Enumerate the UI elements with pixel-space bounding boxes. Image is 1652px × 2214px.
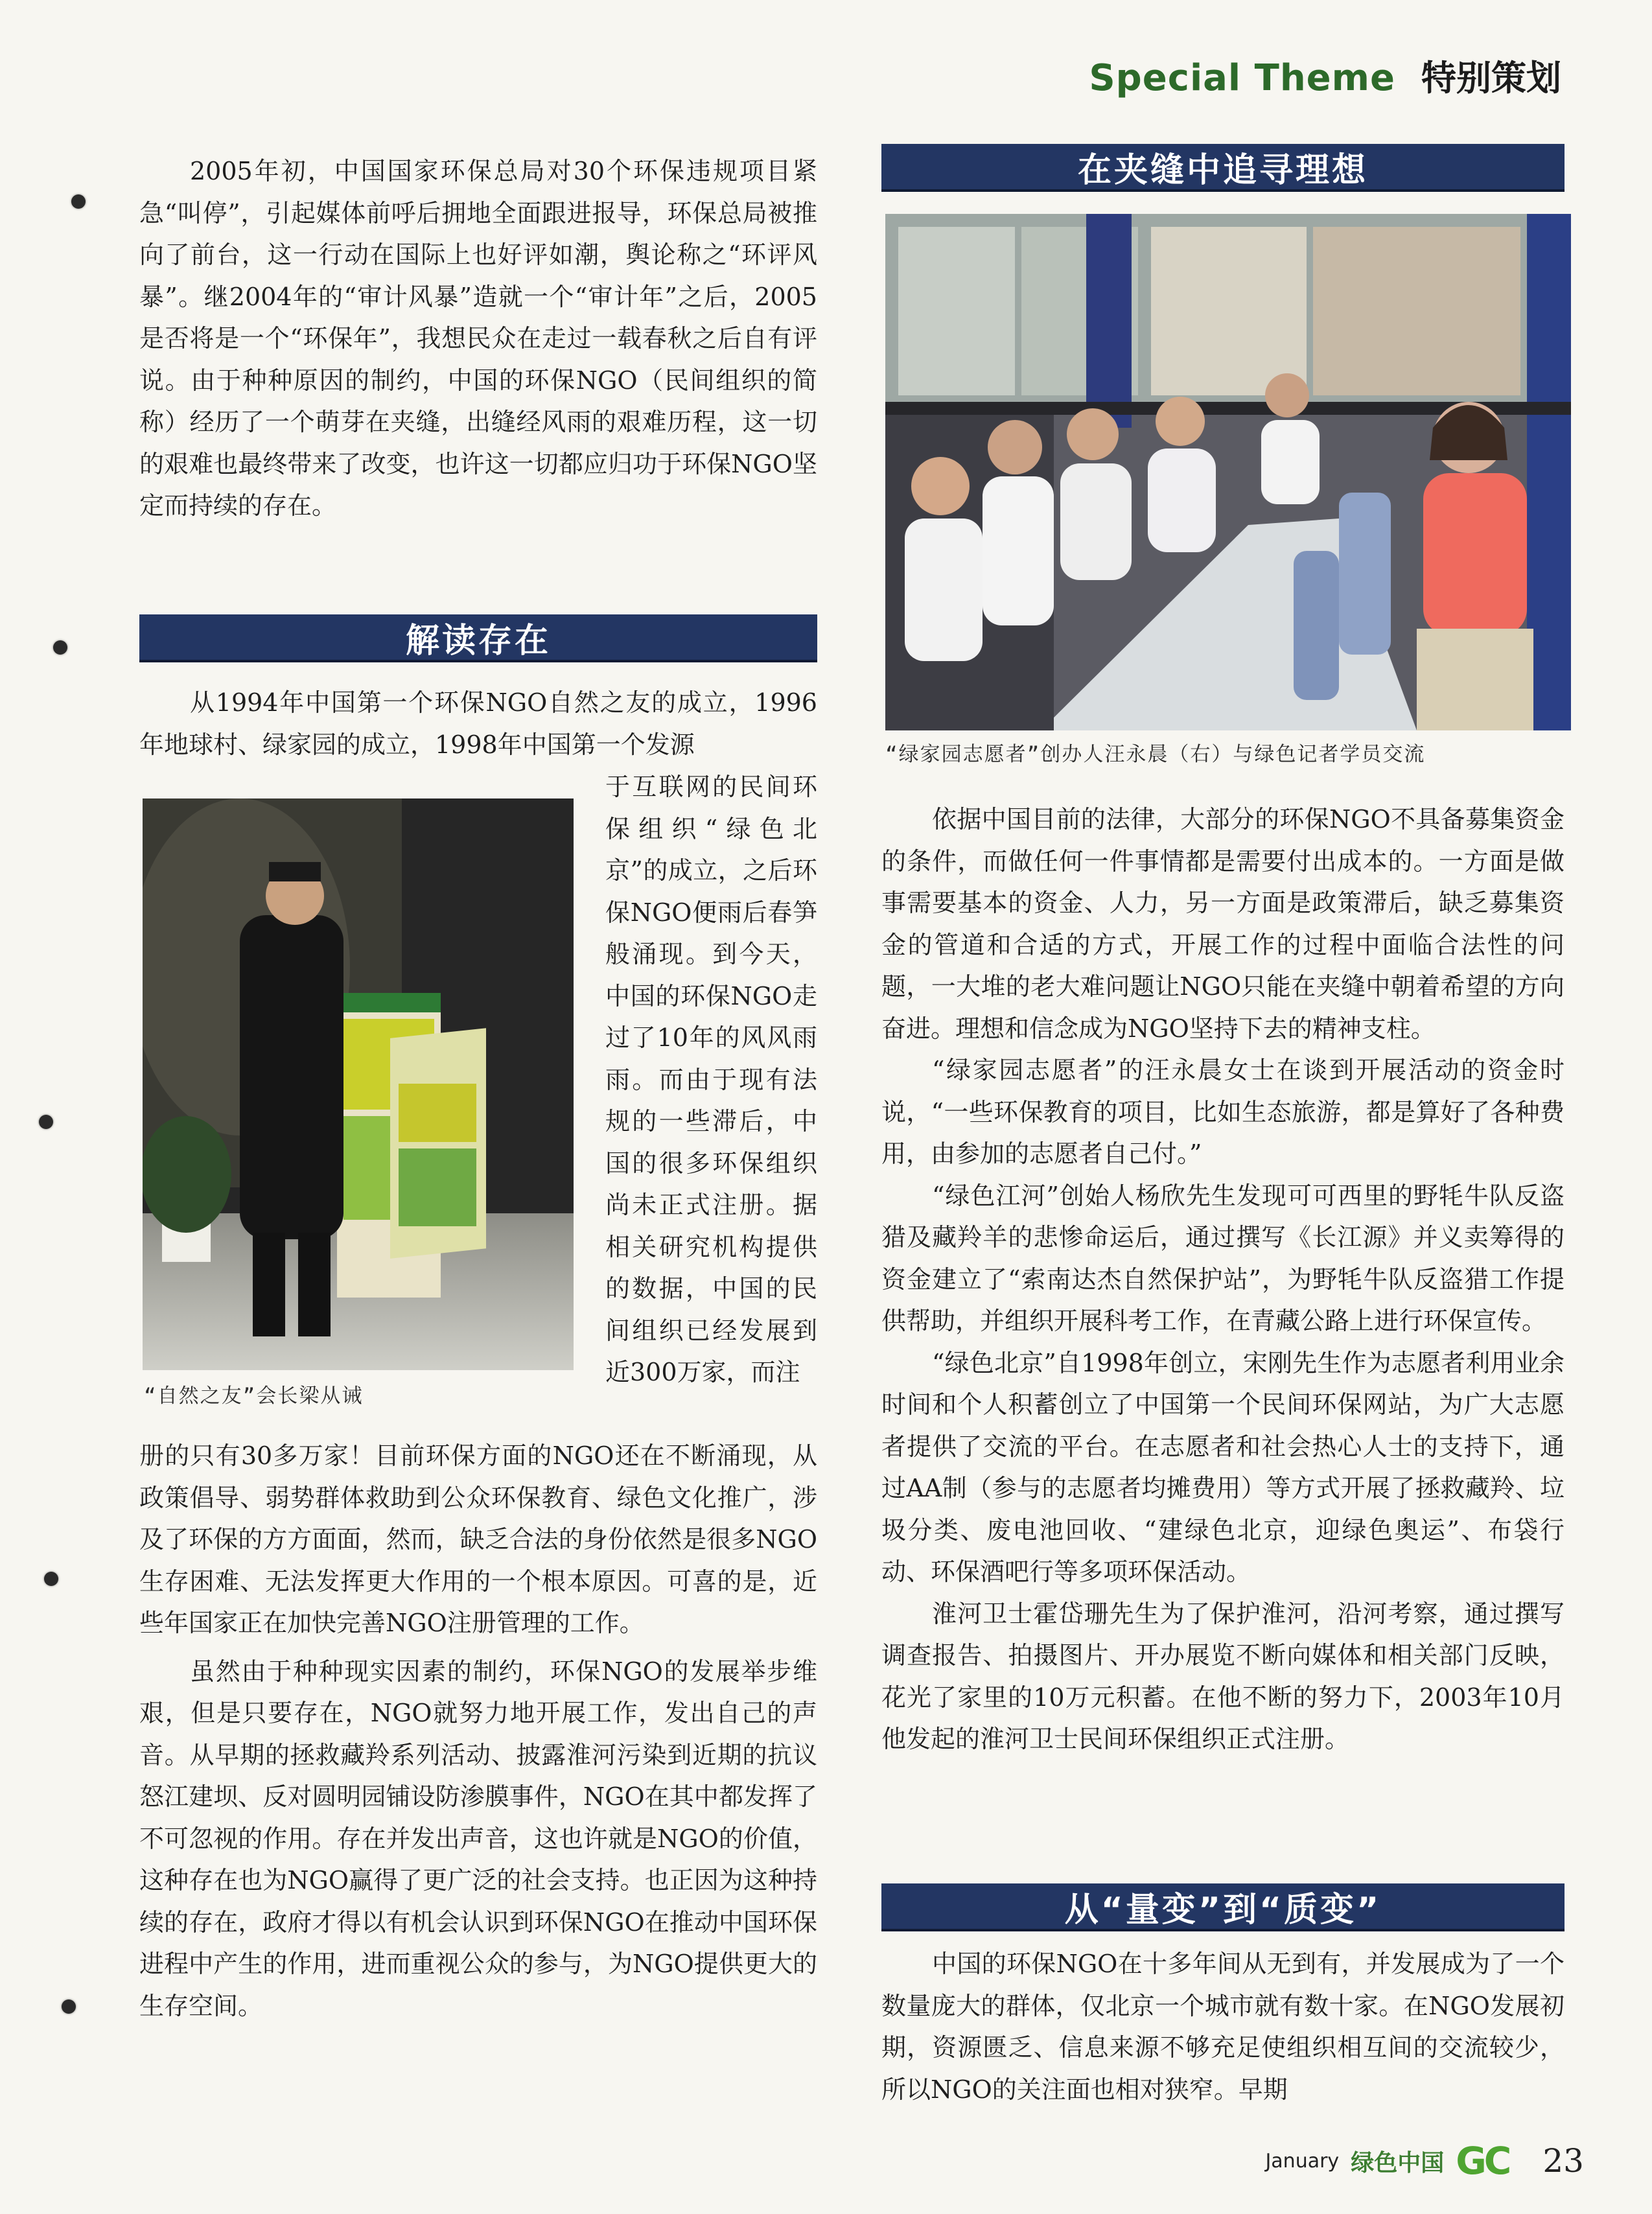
section1-float-text [605,766,817,1393]
section2-paragraph: “绿色北京”自1998年创立，宋刚先生作为志愿者利用业余时间和个人积蓄创立了中国第一个民间环保网站，为广大志愿者提供了交流的平台。在志愿者和社会热心人士的支持下，通过AA制（参与的志愿者均摊费用）等方式开展了拯救藏羚、垃圾分类、废电池回收、“建绿色北京，迎绿色奥运”、布袋行动、环保酒吧行等多项环保活动。 [881,1348,1565,1586]
speaker-illustration [143,798,574,1370]
section-banner-change: 从“量变”到“质变” [881,1883,1565,1931]
section1-paragraph-rest: 册的只有30多万家！目前环保方面的NGO还在不断涌现，从政策倡导、弱势群体救助到公众环保教育、绿色文化推广，涉及了环保的方方面面，然而，缺乏合法的身份依然是很多NGO生存困难、无法发挥更大作用的一个根本原因。可喜的是，近些年国家正在加快完善NGO注册管理的工作。 [139,1441,817,1637]
intro-paragraph: 2005年初，中国国家环保总局对30个环保违规项目紧急“叫停”，引起媒体前呼后拥地全面跟进报导，环保总局被推向了前台，这一行动在国际上也好评如潮，舆论称之“环评风暴”。继2004年的“审计风暴”造就一个“审计年”之后，2005是否将是一个“环保年”，我想民众在走过一载春秋之后自有评说。由于种种原因的制约，中国的环保NGO（民间组织的简称）经历了一个萌芽在夹缝，出缝经风雨的艰难历程，这一切的艰难也最终带来了改变，也许这一切都应归功于环保NGO坚定而持续的存在。 [139,157,817,520]
page-footer [1265,2139,1584,2183]
section2-body [881,798,1565,1760]
magazine-name: 绿色中国 [1351,2149,1445,2176]
section-label-en: Special Theme [1089,57,1395,99]
section-banner-interpret: 解读存在 [139,614,817,662]
section1-paragraph-top: 从1994年中国第一个环保NGO自然之友的成立，1996年地球村、绿家园的成立，1998年中国第一个发源 [139,688,817,759]
section1-body [139,1435,817,2027]
section3-body [881,1943,1565,2110]
section-label-zh: 特别策划 [1421,58,1561,99]
page-number: 23 [1542,2142,1584,2180]
binder-hole [39,1115,53,1129]
magazine-logo: GC [1456,2139,1509,2183]
section2-paragraph: “绿家园志愿者”的汪永晨女士在谈到开展活动的资金时说，“一些环保教育的项目，比如生态旅游，都是算好了各种费用，由参加的志愿者自己付。” [881,1056,1565,1168]
binder-hole [44,1572,58,1586]
section2-paragraph: 依据中国目前的法律，大部分的环保NGO不具备募集资金的条件，而做任何一件事情都是需要付出成本的。一方面是做事需要基本的资金、人力，另一方面是政策滞后，缺乏募集资金的管道和合适的方式，开展工作的过程中面临合法性的问题，一大堆的老大难问题让NGO只能在夹缝中朝着希望的方向奋进。理想和信念成为NGO坚持下去的精神支柱。 [881,805,1565,1043]
intro-block [139,150,817,527]
section2-paragraph: “绿色江河”创始人杨欣先生发现可可西里的野牦牛队反盗猎及藏羚羊的悲惨命运后，通过撰写《长江源》并义卖筹得的资金建立了“索南达杰自然保护站”，为野牦牛队反盗猎工作提供帮助，并组织开展科考工作，在青藏公路上进行环保宣传。 [881,1181,1565,1335]
binder-hole [62,1999,76,2014]
photo-classroom [885,214,1571,730]
photo-caption-classroom: “绿家园志愿者”创办人汪永晨（右）与绿色记者学员交流 [885,743,1426,766]
section1-lead [139,682,817,765]
section-banner-ideals: 在夹缝中追寻理想 [881,144,1565,192]
section1-paragraph-float: 于互联网的民间环保组织“绿色北京”的成立，之后环保NGO便雨后春笋般涌现。到今天，中国的环保NGO走过了10年的风风雨雨。而由于现有法规的一些滞后，中国的很多环保组织尚未正式注册。据相关研究机构提供的数据，中国的民间组织已经发展到近300万家，而注 [605,773,817,1386]
issue-month: January [1265,2149,1340,2173]
binder-hole [53,640,67,655]
binder-hole [71,194,86,209]
page-header [1089,51,1561,100]
section2-paragraph: 淮河卫士霍岱珊先生为了保护淮河，沿河考察，通过撰写调查报告、拍摄图片、开办展览不断向媒体和相关部门反映，花光了家里的10万元积蓄。在他不断的努力下，2003年10月他发起的淮河卫士民间环保组织正式注册。 [881,1599,1565,1753]
section3-paragraph: 中国的环保NGO在十多年间从无到有，并发展成为了一个数量庞大的群体，仅北京一个城市就有数十家。在NGO发展初期，资源匮乏、信息来源不够充足使组织相互间的交流较少，所以NGO的关注面也相对狭窄。早期 [881,1950,1565,2104]
photo-caption-speaker: “自然之友”会长梁从诫 [144,1384,364,1408]
photo-speaker [143,798,574,1370]
classroom-illustration [885,214,1571,730]
section1-paragraph-2: 虽然由于种种现实因素的制约，环保NGO的发展举步维艰，但是只要存在，NGO就努力地开展工作，发出自己的声音。从早期的拯救藏羚系列活动、披露淮河污染到近期的抗议怒江建坝、反对圆明园铺设防渗膜事件，NGO在其中都发挥了不可忽视的作用。存在并发出声音，这也许就是NGO的价值，这种存在也为NGO赢得了更广泛的社会支持。也正因为这种持续的存在，政府才得以有机会认识到环保NGO在推动中国环保进程中产生的作用，进而重视公众的参与，为NGO提供更大的生存空间。 [139,1657,817,2020]
